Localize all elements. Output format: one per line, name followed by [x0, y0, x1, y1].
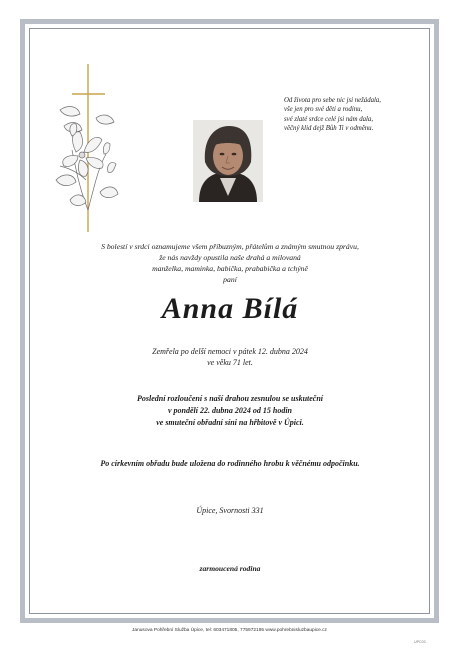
- announcement-intro: [40, 241, 420, 285]
- portrait-photo: [193, 120, 263, 202]
- quote-line: Od života pro sebe nic jsi nežádala,: [284, 97, 381, 104]
- intro-line: S bolestí v srdci oznamujeme všem příbuzným, přátelům a známým smutnou zprávu,: [101, 242, 359, 251]
- quote-line: vše jen pro své děti a rodinu,: [284, 106, 363, 114]
- family-address: Úpice, Svornosti 331: [196, 506, 264, 515]
- burial-note: Po církevním obřadu bude uložena do rodinného hrobu k věčnému odpočinku.: [100, 459, 360, 468]
- quote-line: své zlaté srdce celé jsi nám dala,: [284, 115, 374, 123]
- epitaph-quote: [284, 96, 414, 134]
- intro-line: paní: [223, 275, 237, 284]
- deceased-name: Anna Bílá: [161, 292, 299, 325]
- death-line: ve věku 71 let.: [207, 358, 253, 367]
- quote-line: věčný klid dejž Bůh Ti v odměnu.: [284, 125, 374, 133]
- death-line: Zemřela po delší nemoci v pátek 12. dubna 2024: [152, 347, 308, 356]
- farewell-line: v pondělí 22. dubna 2024 od 15 hodin: [167, 406, 292, 415]
- intro-line: manželka, maminka, babička, prababička a tchýně: [152, 264, 308, 273]
- template-code: UPC03: [414, 640, 426, 644]
- death-details: [40, 346, 420, 368]
- farewell-details: [40, 393, 420, 429]
- cross-with-lily-icon: [50, 60, 124, 236]
- mourners-signature: zarmoucená rodina: [199, 564, 261, 573]
- funeral-service-footer: Janusova Pohřební Služba Úpice, tel: 603471805, 775972195 www.pohrebnisluzbaupice.cz: [132, 628, 327, 633]
- intro-line: že nás navždy opustila naše drahá a milovaná: [159, 253, 301, 262]
- farewell-line: Poslední rozloučení s naší drahou zesnulou se uskuteční: [136, 394, 324, 403]
- farewell-line: ve smuteční obřadní síni na hřbitově v Úpici.: [156, 418, 304, 427]
